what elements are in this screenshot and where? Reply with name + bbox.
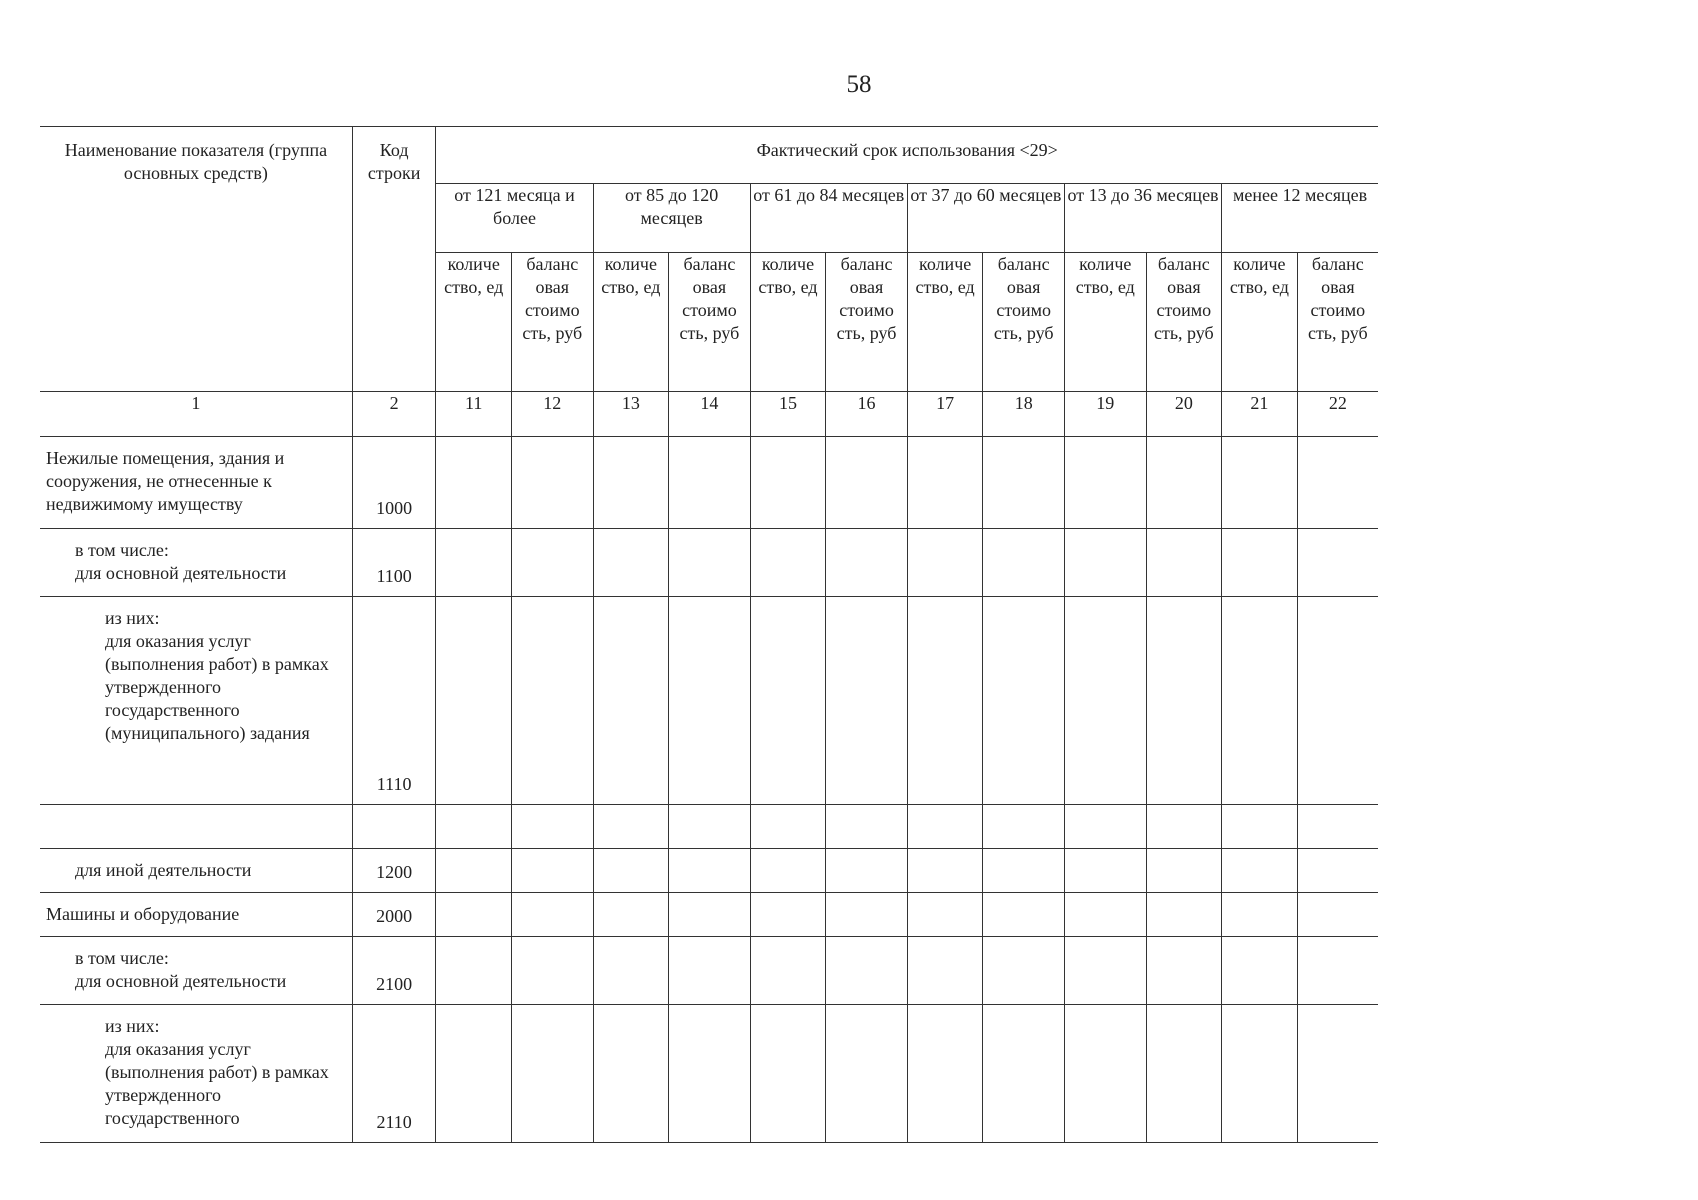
column-number: 21 xyxy=(1222,392,1298,437)
value-cell[interactable] xyxy=(983,597,1065,805)
value-cell[interactable] xyxy=(1146,805,1222,849)
header-code-column: Код строки xyxy=(352,127,436,392)
row-name xyxy=(40,1005,352,1143)
value-cell[interactable] xyxy=(1297,805,1378,849)
value-cell[interactable] xyxy=(511,893,593,937)
value-cell[interactable] xyxy=(983,437,1065,529)
value-cell[interactable] xyxy=(1064,893,1146,937)
value-cell[interactable] xyxy=(826,937,908,1005)
column-number: 19 xyxy=(1064,392,1146,437)
value-cell[interactable] xyxy=(1064,529,1146,597)
value-cell[interactable] xyxy=(1297,437,1378,529)
value-cell[interactable] xyxy=(669,437,751,529)
value-cell[interactable] xyxy=(511,437,593,529)
value-cell[interactable] xyxy=(750,597,826,805)
row-name xyxy=(40,805,352,849)
value-cell[interactable] xyxy=(436,937,512,1005)
table-row xyxy=(40,805,1378,849)
value-cell[interactable] xyxy=(826,805,908,849)
header-balance-value: баланс овая стоимо сть, руб xyxy=(511,253,593,392)
value-cell[interactable] xyxy=(436,597,512,805)
value-cell[interactable] xyxy=(669,849,751,893)
value-cell[interactable] xyxy=(1297,597,1378,805)
value-cell[interactable] xyxy=(983,893,1065,937)
table-row xyxy=(40,437,1378,529)
value-cell[interactable] xyxy=(593,529,669,597)
fixed-assets-table xyxy=(40,126,1378,1143)
row-code xyxy=(352,805,436,849)
value-cell[interactable] xyxy=(907,597,983,805)
value-cell[interactable] xyxy=(669,1005,751,1143)
table-row xyxy=(40,529,1378,597)
header-quantity: количе ство, ед xyxy=(593,253,669,392)
header-period: от 121 месяца и более xyxy=(436,184,593,253)
value-cell[interactable] xyxy=(1222,937,1298,1005)
value-cell[interactable] xyxy=(1222,1005,1298,1143)
row-code: 1110 xyxy=(352,597,436,805)
header-balance-value: баланс овая стоимо сть, руб xyxy=(983,253,1065,392)
header-period: менее 12 месяцев xyxy=(1222,184,1378,253)
value-cell[interactable] xyxy=(983,805,1065,849)
value-cell[interactable] xyxy=(1222,529,1298,597)
table-row xyxy=(40,1005,1378,1143)
header-quantity: количе ство, ед xyxy=(907,253,983,392)
column-number: 22 xyxy=(1297,392,1378,437)
value-cell[interactable] xyxy=(593,805,669,849)
value-cell[interactable] xyxy=(983,1005,1065,1143)
row-code: 1200 xyxy=(352,849,436,893)
value-cell[interactable] xyxy=(1222,597,1298,805)
value-cell[interactable] xyxy=(907,437,983,529)
row-name-text: для иной деятельности xyxy=(75,860,252,880)
value-cell[interactable] xyxy=(907,893,983,937)
table-row xyxy=(40,597,1378,805)
header-name-column: Наименование показателя (группа основных средств) xyxy=(40,127,352,392)
value-cell[interactable] xyxy=(1064,937,1146,1005)
table-row xyxy=(40,849,1378,893)
value-cell[interactable] xyxy=(593,893,669,937)
value-cell[interactable] xyxy=(593,597,669,805)
column-number: 14 xyxy=(669,392,751,437)
value-cell[interactable] xyxy=(1297,893,1378,937)
value-cell[interactable] xyxy=(907,805,983,849)
value-cell[interactable] xyxy=(750,849,826,893)
value-cell[interactable] xyxy=(983,849,1065,893)
value-cell[interactable] xyxy=(1297,849,1378,893)
header-quantity: количе ство, ед xyxy=(1222,253,1298,392)
header-period: от 37 до 60 месяцев xyxy=(907,184,1064,253)
value-cell[interactable] xyxy=(436,529,512,597)
column-number: 11 xyxy=(436,392,512,437)
value-cell[interactable] xyxy=(826,893,908,937)
column-number: 18 xyxy=(983,392,1065,437)
column-number: 13 xyxy=(593,392,669,437)
column-number: 12 xyxy=(511,392,593,437)
value-cell[interactable] xyxy=(826,529,908,597)
row-code: 1100 xyxy=(352,529,436,597)
value-cell[interactable] xyxy=(1222,893,1298,937)
header-quantity: количе ство, ед xyxy=(750,253,826,392)
value-cell[interactable] xyxy=(593,849,669,893)
value-cell[interactable] xyxy=(593,437,669,529)
column-number: 17 xyxy=(907,392,983,437)
value-cell[interactable] xyxy=(1297,529,1378,597)
value-cell[interactable] xyxy=(983,937,1065,1005)
value-cell[interactable] xyxy=(593,1005,669,1143)
value-cell[interactable] xyxy=(826,1005,908,1143)
row-name-text: в том числе: для основной деятельности xyxy=(75,948,287,991)
value-cell[interactable] xyxy=(511,805,593,849)
row-name xyxy=(40,849,352,893)
value-cell[interactable] xyxy=(826,437,908,529)
row-code: 1000 xyxy=(352,437,436,529)
value-cell[interactable] xyxy=(1146,597,1222,805)
value-cell[interactable] xyxy=(1146,893,1222,937)
value-cell[interactable] xyxy=(1146,937,1222,1005)
header-balance-value: баланс овая стоимо сть, руб xyxy=(1146,253,1222,392)
column-number: 1 xyxy=(40,392,352,437)
table-row xyxy=(40,893,1378,937)
header-quantity: количе ство, ед xyxy=(1064,253,1146,392)
header-quantity: количе ство, ед xyxy=(436,253,512,392)
value-cell[interactable] xyxy=(1146,849,1222,893)
row-code: 2110 xyxy=(352,1005,436,1143)
value-cell[interactable] xyxy=(669,805,751,849)
value-cell[interactable] xyxy=(511,937,593,1005)
column-number: 15 xyxy=(750,392,826,437)
column-number: 16 xyxy=(826,392,908,437)
value-cell[interactable] xyxy=(826,849,908,893)
row-name-text: Нежилые помещения, здания и сооружения, не отнесенные к недвижимому имуществу xyxy=(46,448,285,514)
header-period: от 85 до 120 месяцев xyxy=(593,184,750,253)
header-balance-value: баланс овая стоимо сть, руб xyxy=(1297,253,1378,392)
value-cell[interactable] xyxy=(436,1005,512,1143)
value-cell[interactable] xyxy=(511,849,593,893)
value-cell[interactable] xyxy=(1064,805,1146,849)
row-name xyxy=(40,597,352,805)
row-name xyxy=(40,437,352,529)
header-period: от 13 до 36 месяцев xyxy=(1064,184,1221,253)
row-name xyxy=(40,893,352,937)
row-name-text: в том числе: для основной деятельности xyxy=(75,540,287,583)
row-code: 2000 xyxy=(352,893,436,937)
value-cell[interactable] xyxy=(1222,849,1298,893)
value-cell[interactable] xyxy=(1064,849,1146,893)
value-cell[interactable] xyxy=(750,805,826,849)
value-cell[interactable] xyxy=(511,529,593,597)
row-name xyxy=(40,529,352,597)
value-cell[interactable] xyxy=(1146,529,1222,597)
row-name-text: Машины и оборудование xyxy=(46,904,240,924)
row-name-text: из них: для оказания услуг (выполнения работ) в рамках утвержденного государственного (муниципального) задания xyxy=(105,608,329,743)
value-cell[interactable] xyxy=(436,849,512,893)
value-cell[interactable] xyxy=(436,805,512,849)
value-cell[interactable] xyxy=(750,529,826,597)
value-cell[interactable] xyxy=(511,1005,593,1143)
value-cell[interactable] xyxy=(1297,937,1378,1005)
column-number: 20 xyxy=(1146,392,1222,437)
value-cell[interactable] xyxy=(1064,437,1146,529)
value-cell[interactable] xyxy=(1297,1005,1378,1143)
value-cell[interactable] xyxy=(907,1005,983,1143)
column-number: 2 xyxy=(352,392,436,437)
value-cell[interactable] xyxy=(669,937,751,1005)
value-cell[interactable] xyxy=(669,529,751,597)
value-cell[interactable] xyxy=(750,437,826,529)
value-cell[interactable] xyxy=(669,893,751,937)
value-cell[interactable] xyxy=(511,597,593,805)
value-cell[interactable] xyxy=(907,849,983,893)
value-cell[interactable] xyxy=(436,893,512,937)
value-cell[interactable] xyxy=(1222,805,1298,849)
value-cell[interactable] xyxy=(826,597,908,805)
row-name-text: из них: для оказания услуг (выполнения работ) в рамках утвержденного государственного xyxy=(105,1016,329,1128)
header-period: от 61 до 84 месяцев xyxy=(750,184,907,253)
value-cell[interactable] xyxy=(1064,597,1146,805)
value-cell[interactable] xyxy=(436,437,512,529)
value-cell[interactable] xyxy=(983,529,1065,597)
header-period-title: Фактический срок использования <29> xyxy=(436,127,1378,184)
value-cell[interactable] xyxy=(750,893,826,937)
value-cell[interactable] xyxy=(1146,1005,1222,1143)
row-name xyxy=(40,937,352,1005)
row-code: 2100 xyxy=(352,937,436,1005)
value-cell[interactable] xyxy=(1064,1005,1146,1143)
header-balance-value: баланс овая стоимо сть, руб xyxy=(826,253,908,392)
value-cell[interactable] xyxy=(907,529,983,597)
column-numbers-row xyxy=(40,392,1378,437)
header-balance-value: баланс овая стоимо сть, руб xyxy=(669,253,751,392)
value-cell[interactable] xyxy=(1146,437,1222,529)
value-cell[interactable] xyxy=(750,1005,826,1143)
value-cell[interactable] xyxy=(750,937,826,1005)
value-cell[interactable] xyxy=(669,597,751,805)
value-cell[interactable] xyxy=(1222,437,1298,529)
table-row xyxy=(40,937,1378,1005)
value-cell[interactable] xyxy=(907,937,983,1005)
value-cell[interactable] xyxy=(593,937,669,1005)
page-number: 58 xyxy=(846,71,872,98)
